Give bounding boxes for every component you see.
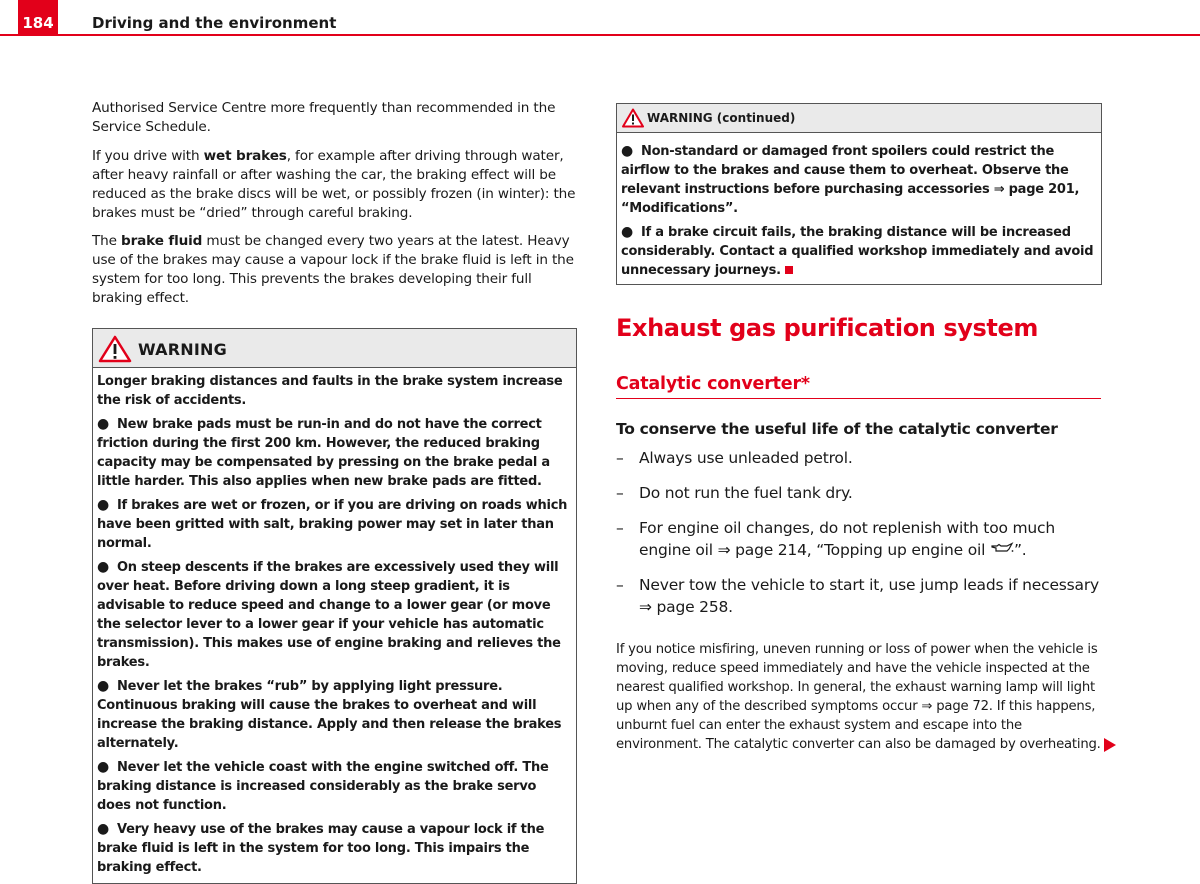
warning-body — [93, 368, 576, 883]
step-text: Do not run the fuel tank dry. — [639, 484, 853, 502]
warning-bullet — [97, 496, 572, 553]
continue-arrow-icon — [1104, 738, 1116, 752]
bullet-icon: ● — [621, 224, 633, 240]
list-item — [616, 517, 1102, 561]
paragraph-text: The — [92, 233, 122, 249]
body-paragraph — [92, 232, 577, 308]
paragraph-text: Authorised Service Centre more frequently than recommended in the Service Schedule. — [92, 100, 556, 135]
subsection-title: Catalytic converter* — [616, 374, 810, 394]
warning-header — [617, 104, 1101, 133]
bullet-text: If a brake circuit fails, the braking distance will be increased considerably. Contact a qualified workshop immediately and avoid unnecessary journeys. — [621, 225, 1094, 278]
warning-bullet — [97, 820, 572, 877]
warning-triangle-icon — [98, 335, 132, 363]
red-square-icon — [785, 266, 793, 274]
bullet-icon: ● — [621, 143, 633, 159]
body-paragraph — [92, 147, 577, 223]
warning-bullet — [621, 223, 1097, 280]
note-paragraph: If you notice misfiring, uneven running or loss of power when the vehicle is moving, reduce speed immediately and have the vehicle inspected at the nearest qualified workshop. In general, the exhaust warning lamp will light up when any of the described symptoms occur ⇒ page 72. If this happens, unburnt fuel can enter the exhaust system and escape into the environment. The catalytic converter can also be damaged by overheating. — [616, 642, 1101, 752]
warning-body — [617, 133, 1101, 284]
warning-bullet — [621, 142, 1097, 218]
bullet-icon: ● — [97, 497, 109, 513]
step-text: For engine oil changes, do not replenish with too much engine oil ⇒ page 214, “Topping up engine oil — [639, 519, 1055, 559]
list-item — [616, 482, 1102, 504]
howto-title: To conserve the useful life of the catalytic converter — [616, 420, 1058, 438]
bullet-icon: ● — [97, 416, 109, 432]
bullet-text: Non-standard or damaged front spoilers could restrict the airflow to the brakes and cause them to overheat. Observe the relevant instructions before purchasing accessories ⇒ page 201, “Modifications”. — [621, 144, 1080, 216]
step-text: Always use unleaded petrol. — [639, 449, 853, 467]
bullet-text: Never let the vehicle coast with the engine switched off. The braking distance is increased considerably as the brake servo does not function. — [97, 760, 549, 813]
dash-icon: – — [616, 449, 624, 467]
oil-can-icon — [990, 542, 1014, 554]
bullet-text: On steep descents if the brakes are excessively used they will over heat. Before driving down a long steep gradient, it is advisable to reduce speed and change to a lower gear (or move the selector lever to a lower gear if your vehicle has automatic transmission). This makes use of engine braking and relieves the brakes. — [97, 560, 561, 670]
paragraph-text: , for example after driving through water, after heavy rainfall or after washing the car, the braking effect will be reduced as the brake discs will be wet, or possibly frozen (in winter): the brakes must be “dried” through careful braking. — [92, 147, 576, 221]
warning-header — [93, 329, 576, 368]
header-rule — [0, 34, 1200, 36]
bullet-icon: ● — [97, 559, 109, 575]
dash-icon: – — [616, 519, 624, 537]
warning-bullet — [97, 415, 572, 491]
warning-title: WARNING (continued) — [647, 111, 796, 125]
step-text: Never tow the vehicle to start it, use jump leads if necessary ⇒ page 258. — [639, 576, 1099, 616]
warning-bullet — [97, 677, 572, 753]
list-item — [616, 447, 1102, 469]
bullet-text: If brakes are wet or frozen, or if you are driving on roads which have been gritted with salt, braking power may set in later than normal. — [97, 498, 568, 551]
list-item — [616, 574, 1102, 618]
subsection-rule — [616, 398, 1101, 399]
warning-box — [92, 328, 577, 884]
bullet-text: Never let the brakes “rub” by applying light pressure. Continuous braking will cause the brakes to overheat and will increase the braking distance. Apply and then release the brakes alternately. — [97, 679, 562, 751]
paragraph-text: must be changed every two years at the latest. Heavy use of the brakes may cause a vapour lock if the brake fluid is left in the system for too long. This prevents the brakes developing their full braking effect. — [92, 233, 574, 306]
bullet-icon: ● — [97, 821, 109, 837]
left-column — [92, 99, 577, 884]
warning-title: WARNING — [138, 340, 227, 359]
dash-icon: – — [616, 576, 624, 594]
warning-bullet — [97, 558, 572, 672]
bullet-text: New brake pads must be run-in and do not have the correct friction during the first 200 km. However, the reduced braking capacity may be compensated by pressing on the brake pedal a little harder. This also applies when new brake pads are fitted. — [97, 417, 550, 489]
dash-icon: – — [616, 484, 624, 502]
section-title: Exhaust gas purification system — [616, 314, 1038, 342]
paragraph-text: If you drive with — [92, 147, 204, 164]
page-number: 184 — [18, 0, 58, 36]
bullet-text: Very heavy use of the brakes may cause a vapour lock if the brake fluid is left in the system for too long. This impairs the braking effect. — [97, 822, 545, 875]
step-text-end: ”. — [1013, 541, 1027, 559]
step-list — [616, 447, 1102, 631]
bullet-icon: ● — [97, 678, 109, 694]
paragraph-bold: brake fluid — [121, 233, 203, 249]
warning-intro: Longer braking distances and faults in the brake system increase the risk of accidents. — [97, 374, 563, 408]
paragraph-bold: wet brakes — [203, 147, 287, 164]
warning-triangle-icon — [622, 108, 644, 128]
warning-continued-box — [616, 103, 1102, 285]
bullet-icon: ● — [97, 759, 109, 775]
right-column — [616, 103, 1102, 285]
running-title: Driving and the environment — [92, 14, 337, 32]
warning-bullet — [97, 758, 572, 815]
body-paragraph — [92, 99, 577, 137]
